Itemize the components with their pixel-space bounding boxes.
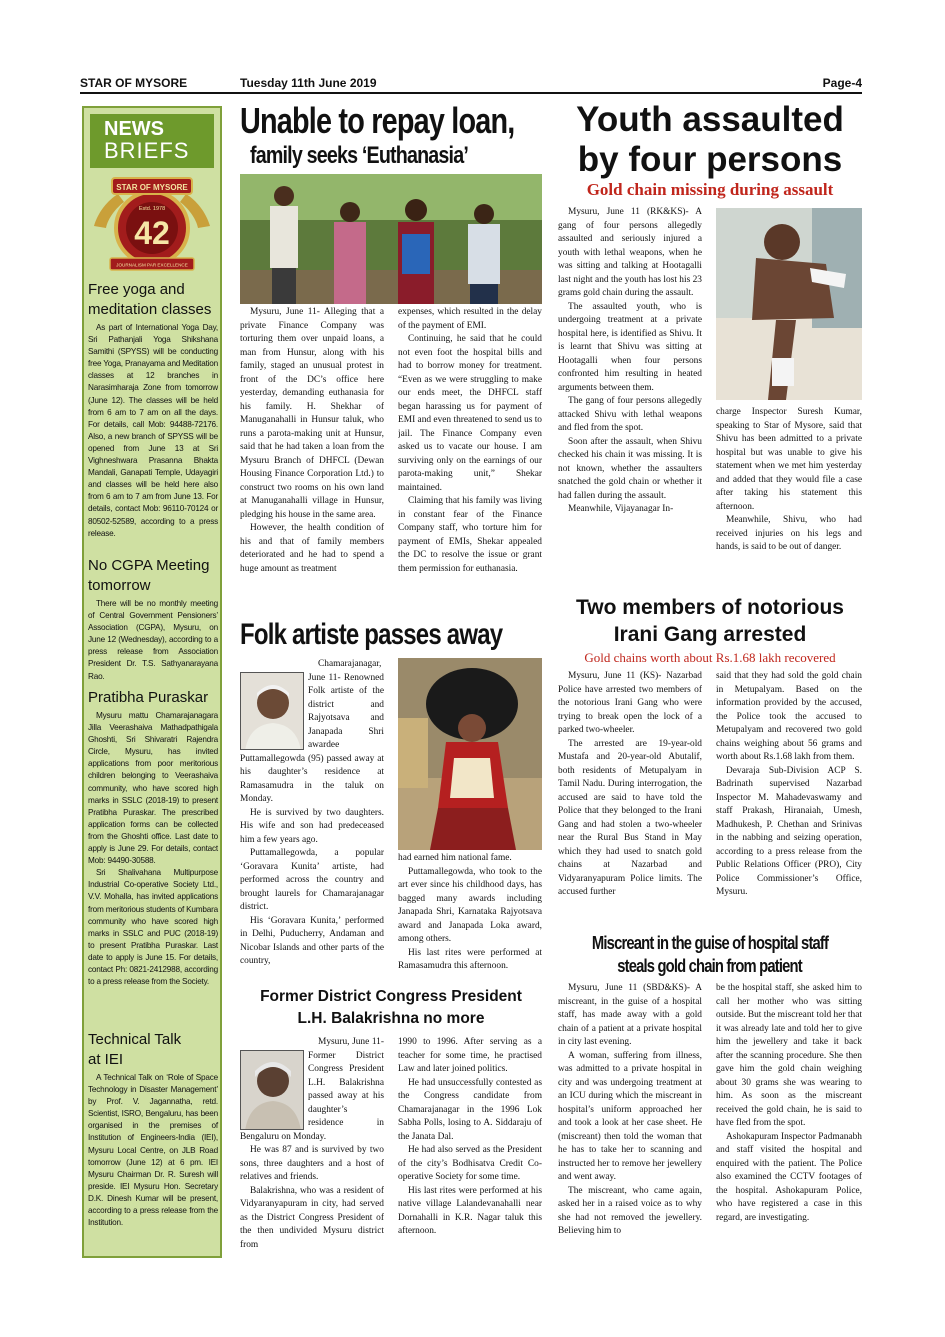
yoga-para: As part of International Yoga Day, Sri Pathanjali Yoga Shikshana Samithi (SPYSS) will be conducting free Yoga, Pranayama and Meditation classes at 12 branches in Narasimharaja Zone from tomorrow (June 12). The classes will be held from 6 am to 7 am on all the days. For details, call Mob: 94488-72176. Also, a new branch of SPYSS will be opened from June 13 at Sri Vighneshwara Prasanna Bhakta Mandali, Ganapati Temple, Udayagiri and classes will be held here also from 6 am to 7 am from June 13. For details, contact Mob: 96110-70124 or 80502-52589, according to a press release. [88, 323, 219, 538]
miscreant-headline-2: steals gold chain from patient [617, 956, 803, 976]
loan-para: However, the health condition of his and that of family members deteriorated and he had to spend a huge amount as treatment [240, 523, 384, 574]
loan-col-2 [398, 306, 542, 614]
miscreant-headline [558, 932, 862, 978]
congress-para: He was 87 and is survived by two sons, three daughters and a host of relatives and friends. [240, 1145, 384, 1182]
paper-name: STAR OF MYSORE [80, 76, 188, 90]
star-of-mysore-42-logo [88, 172, 216, 280]
loan-para: Claiming that his family was living in constant fear of the Finance Company staff, who torture him for payment of EMIs, Shekar appealed the DC to resolve the issue or grant them permission for euthanasia. [398, 496, 542, 574]
youth-headline-1: Youth assaulted [576, 100, 844, 139]
irani-headline [558, 594, 862, 648]
congress-headline [240, 986, 542, 1030]
cgpa-title: No CGPA Meeting tomorrow [88, 557, 210, 594]
irani-para: Devaraja Sub-Division ACP S. Badrinath supervised Nazarbad Inspector M. Mahadevaswamy and staff Prakash, Hiranaiah, Umesh, Madhukesh, P. Chethan and Srinivas in the nabbing and seizing operation, according to a press release from the Public Relations Officer (PRO), City Police Commissioner’s Office, Mysuru. [716, 765, 862, 897]
youth-para: Meanwhile, Vijayanagar In- [568, 504, 674, 514]
loan-para: Continuing, he said that he could not even foot the hospital bills and had to borrow money for treatment. “Even as we were struggling to make our ends meet, the DHFCL staff began harassing us for payment of EMI and even threatened to send us to jail. The Finance Company even asked us to vacate our house. I am surviving only on the earnings of our parota-making unit,” Shekar maintained. [398, 334, 542, 493]
congress-para: He had also served as the President of the city’s Bodhisatva Credit Co-operative Society for some time. [398, 1145, 542, 1182]
youth-para: Soon after the assault, when Shivu checked his chain it was missing. It is not known, whether the assaulters snatched the gold chain or whether it had fallen during the assault. [558, 436, 702, 501]
folk-para: His last rites were performed at Ramasamudra this afternoon. [398, 947, 542, 971]
congress-para: Balakrishna, who was a resident of Vidyaranyapuram in city, had served as the District Congress President of the then undivided Mysuru district from [240, 1185, 384, 1250]
pratibha-title: Pratibha Puraskar [88, 689, 209, 706]
pratibha-body [88, 710, 218, 1032]
loan-para: Mysuru, June 11- Alleging that a private Finance Company was torturing them over unpaid loans, a man from Hunsur, along with his family, staged an unusual protest in front of the DC’s office here yesterday, demanding euthanasia for his family. H. Shekhar of Manuganahalli in Hunsur taluk, who runs a parota-making unit at Hunsur, said that he had taken a loan from the Mysuru Branch of DHFCL (Dewan Housing Finance Corporation Ltd.) to construct two rooms on his own land at Manuganahalli village in Hunsur, pledging his house in the same area. [240, 307, 384, 520]
folk-para: Puttamallegowda, who took to the art ever since his childhood days, has bagged many awards including Janapada Shri, Karnataka Rajyotsava award and Janapada Loka award, among others. [398, 866, 542, 944]
cgpa-para: There will be no monthly meeting of Central Government Pensioners’ Association (CGPA), Mysuru, on June 12 (Wednesday), according to a press release from Association President Dr. T.S. Sathyanarayana Rao. [88, 599, 218, 681]
cgpa-body [88, 598, 218, 681]
congress-para: He had unsuccessfully contested as the Congress candidate from Chamarajanagar in the 1996 Lok Sabha Polls, losing to A. Siddaraju of the Janata Dal. [398, 1077, 542, 1142]
youth-headline-2: by four persons [577, 140, 843, 179]
loan-headline-1: Unable to repay loan, [240, 100, 515, 141]
congress-col-1 [240, 1036, 384, 1264]
youth-headline [558, 100, 862, 180]
news-briefs-title-1: NEWS [104, 118, 164, 140]
miscreant-para: Mysuru, June 11 (SBD&KS)- A miscreant, in the guise of a hospital staff, has made away with a gold chain of a patient at a private hospital in city last evening. [558, 983, 702, 1047]
irani-subheadline: Gold chains worth about Rs.1.68 lakh recovered [584, 650, 836, 665]
logo-paper-text: STAR OF MYSORE [116, 183, 188, 192]
folk-dancer-photo [398, 658, 542, 850]
loan-para: expenses, which resulted in the delay of the payment of EMI. [398, 307, 542, 331]
irani-para: The arrested are 19-year-old Mustafa and 20-year-old Abutalif, both residents of Metupalyam in Tamil Nadu. During interrogation, the accused are said to have told the Police that they belonged to the Irani Gang and had stolen a two-wheeler near the Rural Bus Stand in May which they had used to snatch gold chains at Nazarbad and Vidyaranyapuram Police limits. The accused further [558, 738, 702, 897]
congress-portrait-spacer [240, 1036, 308, 1130]
irani-headline-2: Irani Gang arrested [613, 623, 807, 646]
folk-lead: Chamarajanagar, June 11- Renowned Folk artiste of the district and Rajyotsava and Janapada Shri awardee Puttamallegowda (95) passed away at his daughter’s residence at Ramasamudra in the taluk on Monday. [240, 659, 384, 804]
news-briefs-title-2: BRIEFS [104, 138, 190, 163]
yoga-title: Free yoga and meditation classes [88, 281, 212, 318]
logo-estd-text: Estd. 1978 [138, 206, 166, 212]
folk-para: He is survived by two daughters. His wife and son had predeceased him a few years ago. [240, 807, 384, 845]
loan-col-1 [240, 306, 384, 614]
logo-number-text: 42 [134, 215, 170, 251]
page-number: Page-4 [822, 76, 862, 90]
youth-para: The assaulted youth, who is undergoing treatment at a private hospital here, is identified as Shivu. It is learnt that Shivu was sitting at Hootagalli when four persons confronted him resulting in heated arguments between them. [558, 301, 702, 393]
folk-para: His ‘Goravara Kunita,’ performed in Delhi, Puducherry, Andaman and Nicobar Islands and other parts of the country, [240, 915, 384, 966]
issue-date: Tuesday 11th June 2019 [240, 76, 377, 90]
yoga-body [88, 322, 218, 554]
youth-para: charge Inspector Suresh Kumar, speaking to Star of Mysore, said that Shivu has been admitted to a private hospital but was unable to give his statement when we met him yesterday and added that they would file a case after taking his statement this afternoon. [716, 407, 862, 512]
folk-para: Puttamallegowda, a popular ‘Goravara Kunita’ artiste, had performed across the country and brought laurels for Chamarajanagar district. [240, 848, 384, 912]
folk-para: had earned him national fame. [398, 853, 512, 863]
youth-para: Meanwhile, Shivu, who had received injuries on his legs and hands, is said to be out of danger. [716, 515, 862, 552]
technical-title: Technical Talk at IEI [88, 1031, 182, 1068]
miscreant-para: be the hospital staff, she asked him to call her mother who was sitting outside. But the miscreant told her that it was already late and told her to give him the jewellery and take it back after the scanning procedure. She then gave him the gold chain weighing about 30 grams she was wearing to him. As soon as the miscreant received the gold chain, he is said to have fled from the spot. [716, 983, 862, 1128]
miscreant-col-1 [558, 982, 702, 1264]
irani-col-1 [558, 670, 702, 926]
miscreant-col-2 [716, 982, 862, 1264]
pratibha-para-2: Sri Shalivahana Multipurpose Industrial Co-operative Society Ltd., V.V. Mohalla, has invited applications from meritorious students of Kumbara community who have scored high marks in SSLC and PUC (2018-19) to present Pratibha Puraskar. Last date to apply is June 15. For details, contact Ph: 0821-2412988, according to a press release from the Society. [88, 868, 218, 987]
congress-lead: Mysuru, June 11- Former District Congress President L.H. Balakrishna passed away at his daughter’s residence in Bengaluru on Monday. [240, 1037, 384, 1142]
congress-para: His last rites were performed at his native village Lalandevanahalli near Dornahalli in K.R. Nagar taluk this afternoon. [398, 1185, 542, 1236]
irani-para: Mysuru, June 11 (KS)- Nazarbad Police have arrested two members of the notorious Irani Gang who were trying to break open the lock of a parked two-wheeler. [558, 671, 702, 735]
masthead [80, 72, 862, 94]
pratibha-para-1: Mysuru mattu Chamarajanagara Jilla Veerashaiva Mathadpathigala Ghoshti, Sri Shivaratri Rajendra Circle, Mysuru, has invited applications from poor meritorious children belonging to Veerashaiva community, who have scored high marks in SSLC (2018-19) to present Pratibha Puraskar. The prescribed application forms can be collected from the Ghoshti office. Last date to apply is June 29. For details, contact Mob: 94490-30588. [88, 711, 218, 866]
loan-family-photo [240, 174, 542, 304]
miscreant-para: A woman, suffering from illness, was admitted to a private hospital in city and was undergoing treatment at an ICU during which the miscreant in hospital’s uniform approached her and took a look at her case sheet. He (miscreant) then told the woman that he has to take her to scanning and instructed her to remove her jewellery and went away. [558, 1050, 702, 1182]
congress-para: 1990 to 1996. After serving as a teacher for some time, he practised Law and later joined politics. [398, 1037, 542, 1074]
news-briefs-sidebar [82, 106, 222, 1258]
folk-portrait-spacer [240, 658, 308, 752]
congress-headline-2: L.H. Balakrishna no more [297, 1010, 485, 1027]
folk-col-2 [398, 852, 542, 980]
loan-headline-2: family seeks ‘Euthanasia’ [250, 142, 468, 169]
youth-col-2 [716, 406, 862, 588]
miscreant-para: The miscreant, who came again, asked her in a raised voice as to why she had not removed the jewellery. Believing him to [558, 1185, 702, 1236]
youth-hospital-photo [716, 208, 862, 400]
irani-col-2 [716, 670, 862, 926]
miscreant-para: Ashokapuram Inspector Padmanabh and staff visited the hospital and enquired with the patient. The Police also examined the CCTV footages of the hospital. Ashokapuram Police, who have registered a case in this regard, are investigating. [716, 1131, 862, 1223]
youth-para: Mysuru, June 11 (RK&KS)- A gang of four persons allegedly assaulted and seriously injured a youth with lethal weapons, when he was sitting and talking at Hootagalli last night and the youth has lost his 23 grams gold chain during the assault. [558, 207, 702, 298]
congress-col-2 [398, 1036, 542, 1264]
technical-para: A Technical Talk on ‘Role of Space Technology in Disaster Management’ by Prof. V. Jagannatha, retd. Scientist, ISRO, Bengaluru, has been organised in the premises of Institution of Engineers-India (IEI), Mysuru Local Centre, on JLB Road tomorrow (June 12) at 6 pm. IEI Mysuru Chairman Dr. R. Suresh will preside. IEI Mysuru Hon. Secretary D.K. Dinesh Kumar will be present, according to a press release from the Institution. [88, 1073, 218, 1228]
youth-col-1 [558, 206, 702, 588]
folk-headline: Folk artiste passes away [240, 618, 503, 651]
folk-col-1 [240, 658, 384, 978]
irani-para: said that they had sold the gold chain in Metupalyam. Based on the information provided by the accused, the Police took the accused to Metupalyam and recovered two gold chains weighing about 56 grams and worth about Rs.1.68 lakh from them. [716, 671, 862, 762]
youth-para: The gang of four persons allegedly attacked Shivu with lethal weapons and fled from the spot. [558, 396, 702, 433]
irani-headline-1: Two members of notorious [576, 596, 844, 619]
logo-tagline-text: JOURNALISM PAR EXCELLENCE [116, 262, 188, 268]
congress-headline-1: Former District Congress President [260, 988, 522, 1005]
youth-subheadline: Gold chain missing during assault [586, 180, 834, 199]
miscreant-headline-1: Miscreant in the guise of hospital staff [591, 933, 829, 953]
news-briefs-header [90, 114, 214, 168]
technical-body [88, 1072, 218, 1252]
